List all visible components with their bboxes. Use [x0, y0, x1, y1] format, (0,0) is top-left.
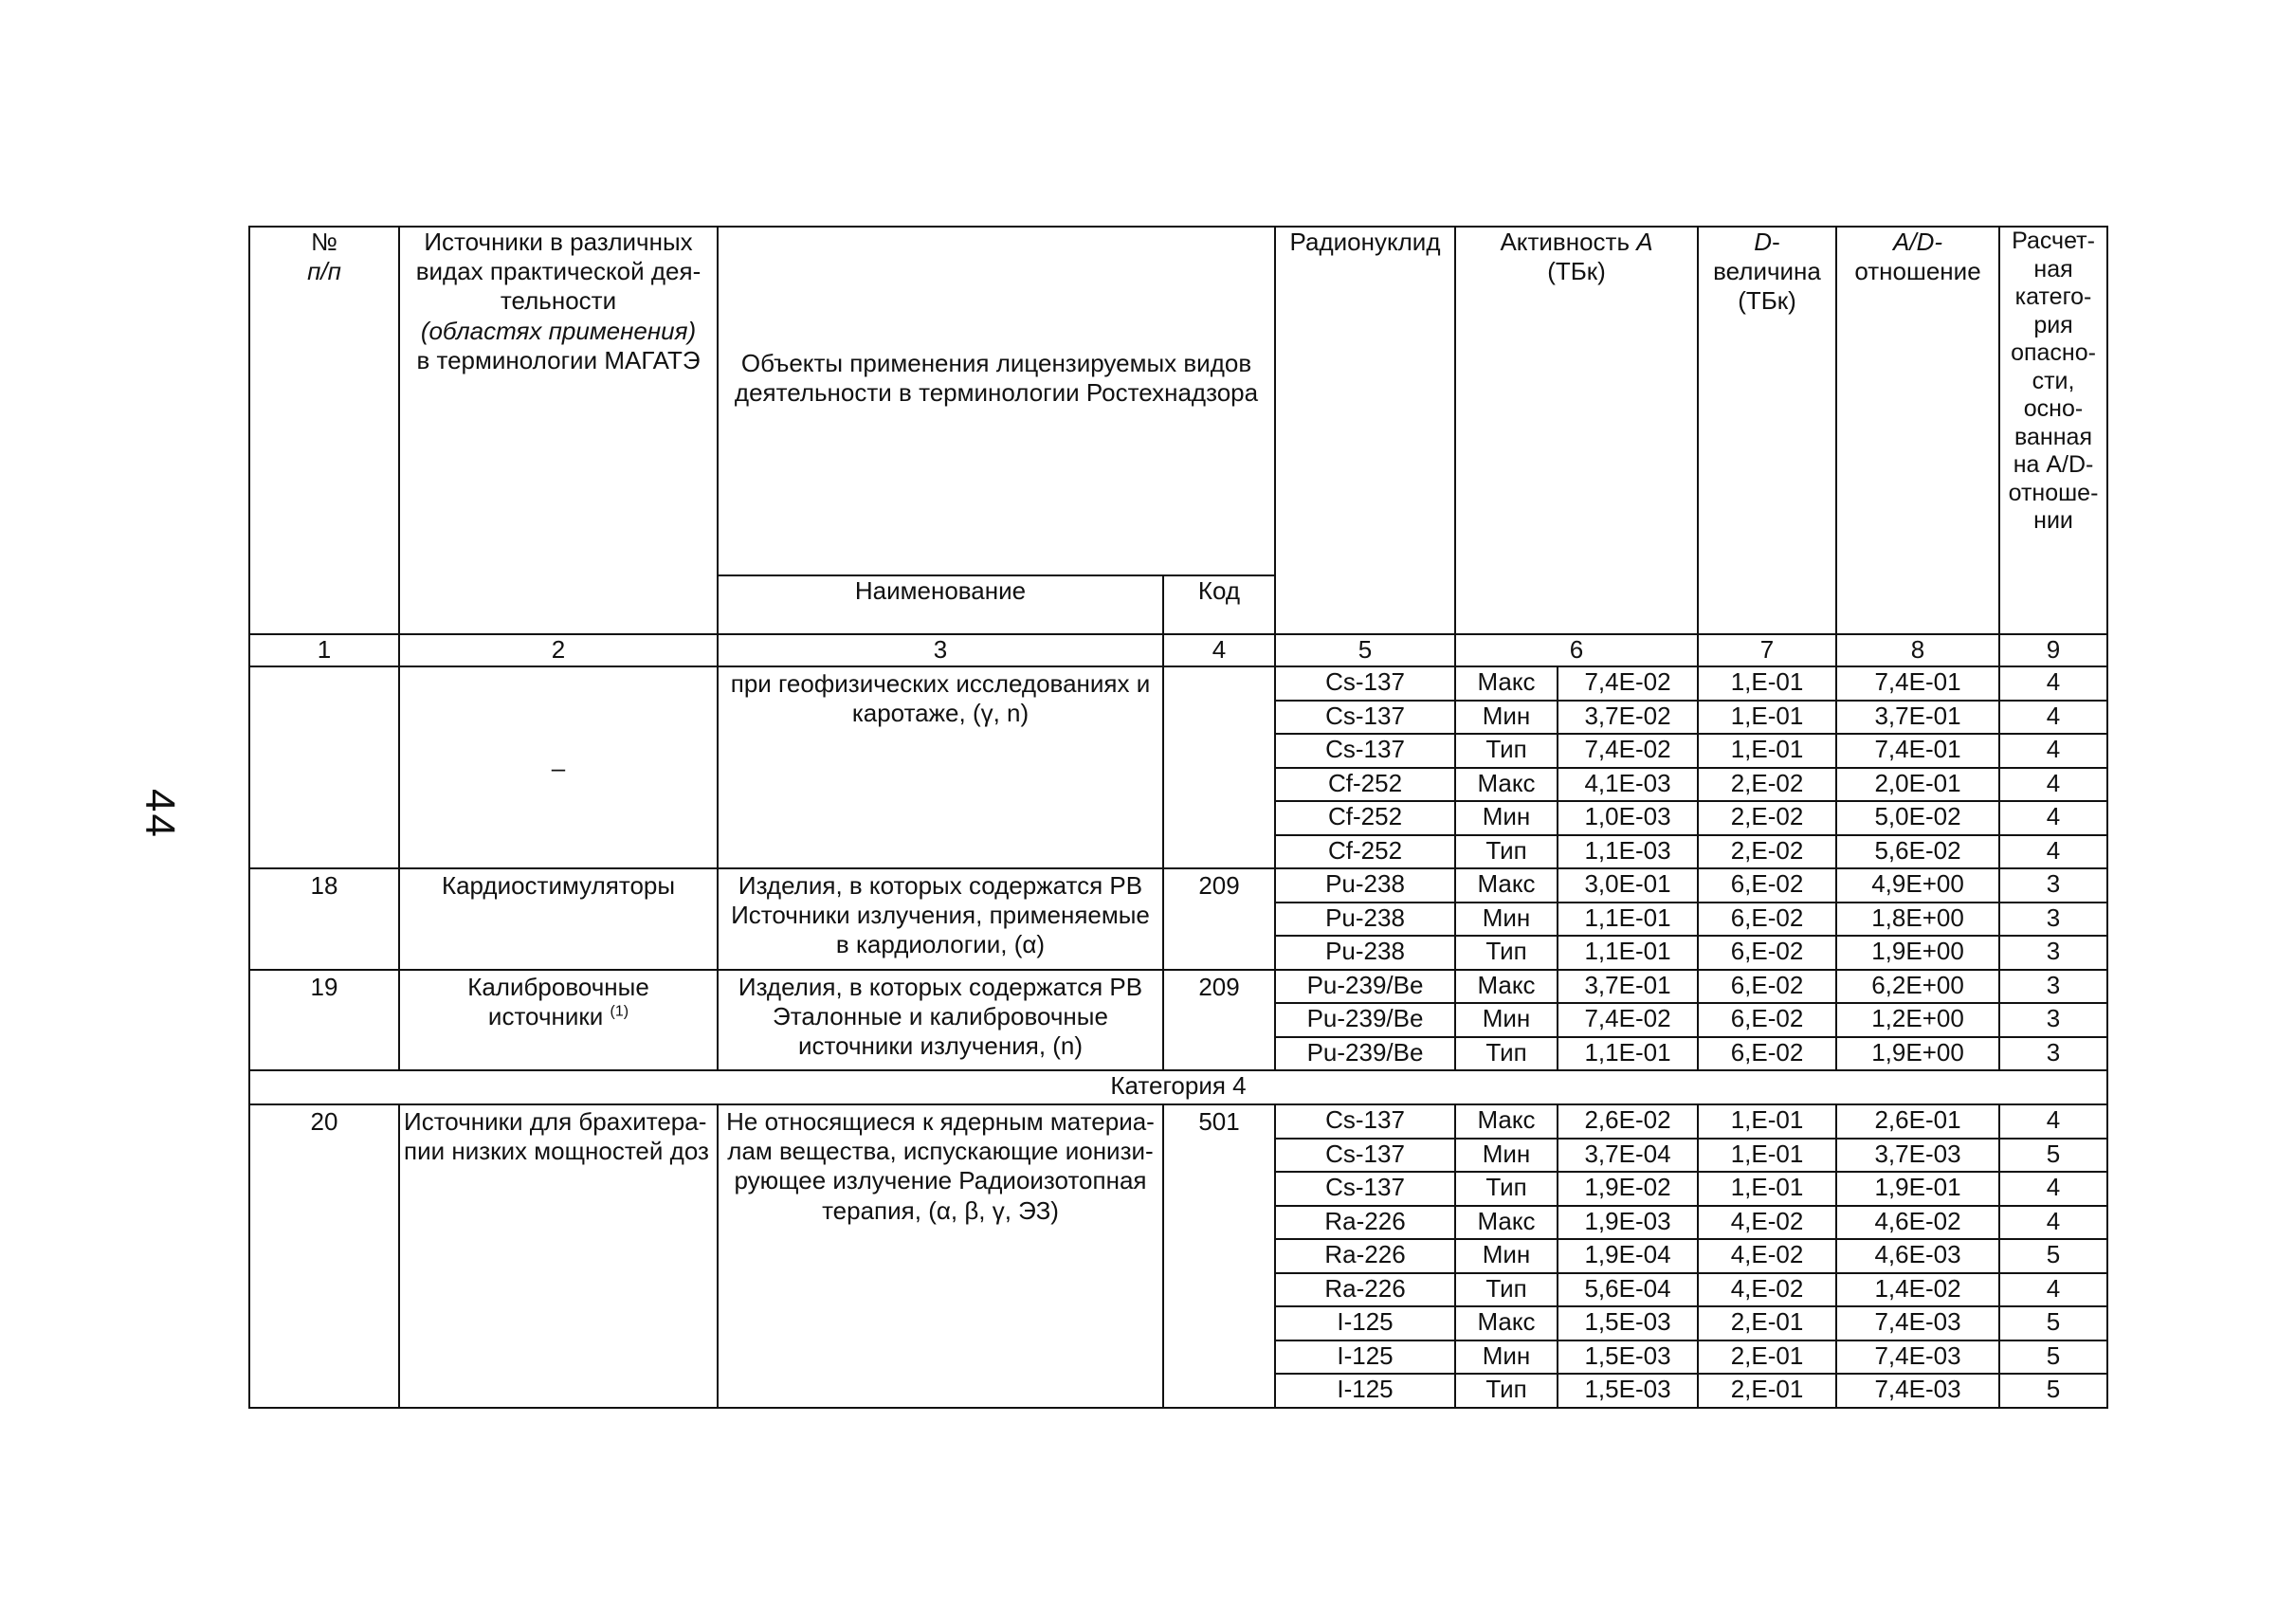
cell-type: Тип [1455, 1037, 1558, 1071]
cell-activity: 1,1E-01 [1558, 1037, 1698, 1071]
header-num [249, 227, 399, 634]
row-num: 18 [249, 868, 399, 970]
cell-category: 3 [1999, 868, 2107, 903]
cell-type: Макс [1455, 970, 1558, 1004]
cell-category: 4 [1999, 1104, 2107, 1139]
cell-d-value: 4,E-02 [1698, 1273, 1836, 1307]
cell-activity: 3,7E-01 [1558, 970, 1698, 1004]
cell-d-value: 6,E-02 [1698, 903, 1836, 937]
cell-activity: 3,7E-04 [1558, 1139, 1698, 1173]
header-sources-text: Источники в различных видах практической дея-тельности [415, 228, 702, 316]
cell-category: 5 [1999, 1139, 2107, 1173]
cell-type: Макс [1455, 868, 1558, 903]
cell-nuclide: Ra-226 [1275, 1273, 1455, 1307]
cell-ad-ratio: 4,6E-03 [1836, 1239, 1999, 1273]
cell-d-value: 6,E-02 [1698, 1037, 1836, 1071]
cell-d-value: 1,E-01 [1698, 666, 1836, 701]
row-object: Изделия, в которых содержатся РВ Эталонные и калибровочные источники излучения, (n) [718, 970, 1163, 1071]
header-category: Расчет-ная катего-рия опасно-сти, осно-ванная на A/D-отноше-нии [1999, 227, 2107, 634]
cell-activity: 1,5E-03 [1558, 1340, 1698, 1375]
cell-ad-ratio: 1,8E+00 [1836, 903, 1999, 937]
cell-nuclide: Ra-226 [1275, 1239, 1455, 1273]
cell-category: 4 [1999, 1172, 2107, 1206]
cell-d-value: 1,E-01 [1698, 1104, 1836, 1139]
cell-activity: 5,6E-04 [1558, 1273, 1698, 1307]
row-code: 209 [1163, 970, 1275, 1071]
cell-d-value: 2,E-02 [1698, 768, 1836, 802]
cell-ad-ratio: 1,9E+00 [1836, 936, 1999, 970]
cell-category: 4 [1999, 768, 2107, 802]
cell-nuclide: Pu-239/Be [1275, 970, 1455, 1004]
cell-activity: 4,1E-03 [1558, 768, 1698, 802]
cell-activity: 1,9E-03 [1558, 1206, 1698, 1240]
header-d-value [1698, 227, 1836, 634]
cell-ad-ratio: 5,6E-02 [1836, 835, 1999, 869]
cell-d-value: 2,E-01 [1698, 1374, 1836, 1408]
cell-activity: 1,9E-02 [1558, 1172, 1698, 1206]
cell-nuclide: Cs-137 [1275, 1139, 1455, 1173]
cell-category: 5 [1999, 1306, 2107, 1340]
cell-type: Тип [1455, 1273, 1558, 1307]
header-d-symbol: D [1754, 228, 1773, 256]
table-row [249, 970, 2107, 1004]
col-number: 7 [1698, 634, 1836, 666]
cell-type: Тип [1455, 734, 1558, 768]
header-d-text: -величина [1713, 228, 1821, 286]
cell-ad-ratio: 2,0E-01 [1836, 768, 1999, 802]
col-number: 3 [718, 634, 1163, 666]
header-ad-text: отношение [1854, 257, 1981, 286]
cell-d-value: 2,E-02 [1698, 801, 1836, 835]
cell-d-value: 6,E-02 [1698, 936, 1836, 970]
cell-type: Макс [1455, 1104, 1558, 1139]
header-sources [399, 227, 718, 634]
cell-category: 3 [1999, 903, 2107, 937]
cell-activity: 7,4E-02 [1558, 734, 1698, 768]
cell-ad-ratio: 7,4E-03 [1836, 1374, 1999, 1408]
cell-nuclide: I-125 [1275, 1306, 1455, 1340]
row-num: 19 [249, 970, 399, 1071]
cell-type: Тип [1455, 1374, 1558, 1408]
cell-ad-ratio: 2,6E-01 [1836, 1104, 1999, 1139]
cell-ad-ratio: 7,4E-03 [1836, 1306, 1999, 1340]
col-number: 8 [1836, 634, 1999, 666]
col-number: 1 [249, 634, 399, 666]
row-code: 501 [1163, 1104, 1275, 1408]
cell-d-value: 2,E-01 [1698, 1306, 1836, 1340]
cell-activity: 1,1E-01 [1558, 903, 1698, 937]
row-code [1163, 666, 1275, 868]
cell-nuclide: Pu-238 [1275, 868, 1455, 903]
cell-category: 3 [1999, 970, 2107, 1004]
cell-nuclide: Pu-238 [1275, 936, 1455, 970]
cell-d-value: 4,E-02 [1698, 1206, 1836, 1240]
cell-ad-ratio: 6,2E+00 [1836, 970, 1999, 1004]
cell-activity: 3,7E-02 [1558, 701, 1698, 735]
row-source: Источники для брахитера-пии низких мощностей доз [399, 1104, 718, 1408]
cell-category: 3 [1999, 1037, 2107, 1071]
cell-type: Тип [1455, 1172, 1558, 1206]
cell-activity: 1,5E-03 [1558, 1374, 1698, 1408]
table-row [249, 1104, 2107, 1139]
col-number: 9 [1999, 634, 2107, 666]
cell-d-value: 1,E-01 [1698, 1139, 1836, 1173]
cell-nuclide: Cs-137 [1275, 734, 1455, 768]
cell-d-value: 2,E-01 [1698, 1340, 1836, 1375]
cell-category: 4 [1999, 701, 2107, 735]
cell-d-value: 6,E-02 [1698, 1003, 1836, 1037]
cell-d-value: 2,E-02 [1698, 835, 1836, 869]
cell-ad-ratio: 7,4E-01 [1836, 734, 1999, 768]
header-activity-unit: (ТБк) [1547, 257, 1606, 286]
cell-nuclide: Cs-137 [1275, 1172, 1455, 1206]
cell-type: Мин [1455, 903, 1558, 937]
row-source-line1: Калибровочные [467, 972, 649, 1001]
cell-type: Мин [1455, 1340, 1558, 1375]
cell-ad-ratio: 1,9E-01 [1836, 1172, 1999, 1206]
cell-nuclide: I-125 [1275, 1374, 1455, 1408]
cell-nuclide: Pu-238 [1275, 903, 1455, 937]
cell-activity: 3,0E-01 [1558, 868, 1698, 903]
category-row [249, 1070, 2107, 1104]
cell-category: 4 [1999, 734, 2107, 768]
cell-type: Тип [1455, 936, 1558, 970]
cell-ad-ratio: 5,0E-02 [1836, 801, 1999, 835]
cell-activity: 1,5E-03 [1558, 1306, 1698, 1340]
cell-ad-ratio: 1,4E-02 [1836, 1273, 1999, 1307]
col-number: 2 [399, 634, 718, 666]
row-source: Кардиостимуляторы [399, 868, 718, 970]
row-object: Не относящиеся к ядерным материа-лам вещества, испускающие ионизи-рующее излучение Радиоизотопная терапия, (α, β, γ, ЭЗ) [718, 1104, 1163, 1408]
cell-ad-ratio: 3,7E-01 [1836, 701, 1999, 735]
header-code: Код [1163, 575, 1275, 634]
header-sources-italic: (областях применения) [420, 316, 697, 345]
cell-nuclide: Pu-239/Be [1275, 1003, 1455, 1037]
cell-nuclide: Cf-252 [1275, 768, 1455, 802]
cell-ad-ratio: 3,7E-03 [1836, 1139, 1999, 1173]
col-number: 6 [1455, 634, 1698, 666]
cell-nuclide: Pu-239/Be [1275, 1037, 1455, 1071]
cell-d-value: 4,E-02 [1698, 1239, 1836, 1273]
table-row [249, 666, 2107, 701]
cell-nuclide: I-125 [1275, 1340, 1455, 1375]
cell-type: Макс [1455, 1306, 1558, 1340]
radionuclide-category-table [248, 226, 2108, 1409]
cell-category: 5 [1999, 1239, 2107, 1273]
row-source-line2: источники [487, 1001, 610, 1030]
cell-category: 4 [1999, 835, 2107, 869]
cell-d-value: 1,E-01 [1698, 1172, 1836, 1206]
cell-activity: 7,4E-02 [1558, 666, 1698, 701]
category-4-label: Категория 4 [249, 1070, 2107, 1104]
row-object: при геофизических исследованиях и каротаже, (γ, n) [718, 666, 1163, 868]
cell-nuclide: Cs-137 [1275, 1104, 1455, 1139]
cell-ad-ratio: 4,9E+00 [1836, 868, 1999, 903]
col-number: 4 [1163, 634, 1275, 666]
cell-category: 3 [1999, 1003, 2107, 1037]
cell-nuclide: Cs-137 [1275, 666, 1455, 701]
cell-nuclide: Cf-252 [1275, 801, 1455, 835]
table-row [249, 868, 2107, 903]
row-object: Изделия, в которых содержатся РВ Источники излучения, применяемые в кардиологии, (α) [718, 868, 1163, 970]
page-number: 44 [137, 789, 183, 839]
cell-category: 5 [1999, 1340, 2107, 1375]
cell-ad-ratio: 1,2E+00 [1836, 1003, 1999, 1037]
cell-type: Мин [1455, 1239, 1558, 1273]
cell-category: 4 [1999, 801, 2107, 835]
cell-activity: 1,1E-03 [1558, 835, 1698, 869]
cell-activity: 2,6E-02 [1558, 1104, 1698, 1139]
header-radionuclide: Радионуклид [1275, 227, 1455, 634]
row-source: – [399, 666, 718, 868]
cell-d-value: 1,E-01 [1698, 701, 1836, 735]
cell-ad-ratio: 7,4E-01 [1836, 666, 1999, 701]
cell-d-value: 6,E-02 [1698, 970, 1836, 1004]
header-activity-text: Активность [1500, 228, 1637, 256]
cell-type: Мин [1455, 1139, 1558, 1173]
cell-d-value: 6,E-02 [1698, 868, 1836, 903]
header-num-sub: п/п [307, 257, 341, 286]
cell-ad-ratio: 4,6E-02 [1836, 1206, 1999, 1240]
cell-nuclide: Cf-252 [1275, 835, 1455, 869]
header-ad-symbol: A/D- [1893, 228, 1943, 256]
cell-type: Макс [1455, 666, 1558, 701]
cell-type: Тип [1455, 835, 1558, 869]
header-objects: Объекты применения лицензируемых видов деятельности в терминологии Ростехнадзора [718, 227, 1275, 575]
cell-category: 4 [1999, 1206, 2107, 1240]
cell-activity: 1,9E-04 [1558, 1239, 1698, 1273]
cell-category: 3 [1999, 936, 2107, 970]
footnote-marker: (1) [610, 1003, 629, 1020]
cell-type: Макс [1455, 1206, 1558, 1240]
cell-activity: 1,1E-01 [1558, 936, 1698, 970]
header-sources-terminology: в терминологии МАГАТЭ [416, 345, 701, 374]
header-activity [1455, 227, 1698, 634]
cell-ad-ratio: 1,9E+00 [1836, 1037, 1999, 1071]
row-source [399, 970, 718, 1071]
cell-type: Мин [1455, 1003, 1558, 1037]
cell-activity: 7,4E-02 [1558, 1003, 1698, 1037]
cell-category: 5 [1999, 1374, 2107, 1408]
cell-type: Мин [1455, 701, 1558, 735]
header-name: Наименование [718, 575, 1163, 634]
cell-type: Мин [1455, 801, 1558, 835]
cell-activity: 1,0E-03 [1558, 801, 1698, 835]
header-activity-symbol: A [1636, 228, 1653, 256]
row-num: 20 [249, 1104, 399, 1408]
row-code: 209 [1163, 868, 1275, 970]
row-num [249, 666, 399, 868]
cell-category: 4 [1999, 1273, 2107, 1307]
cell-d-value: 1,E-01 [1698, 734, 1836, 768]
header-num-label: № [311, 228, 337, 256]
col-number: 5 [1275, 634, 1455, 666]
cell-type: Макс [1455, 768, 1558, 802]
cell-nuclide: Cs-137 [1275, 701, 1455, 735]
cell-category: 4 [1999, 666, 2107, 701]
cell-ad-ratio: 7,4E-03 [1836, 1340, 1999, 1375]
header-ad-ratio [1836, 227, 1999, 634]
header-d-unit: (ТБк) [1738, 286, 1796, 316]
cell-nuclide: Ra-226 [1275, 1206, 1455, 1240]
